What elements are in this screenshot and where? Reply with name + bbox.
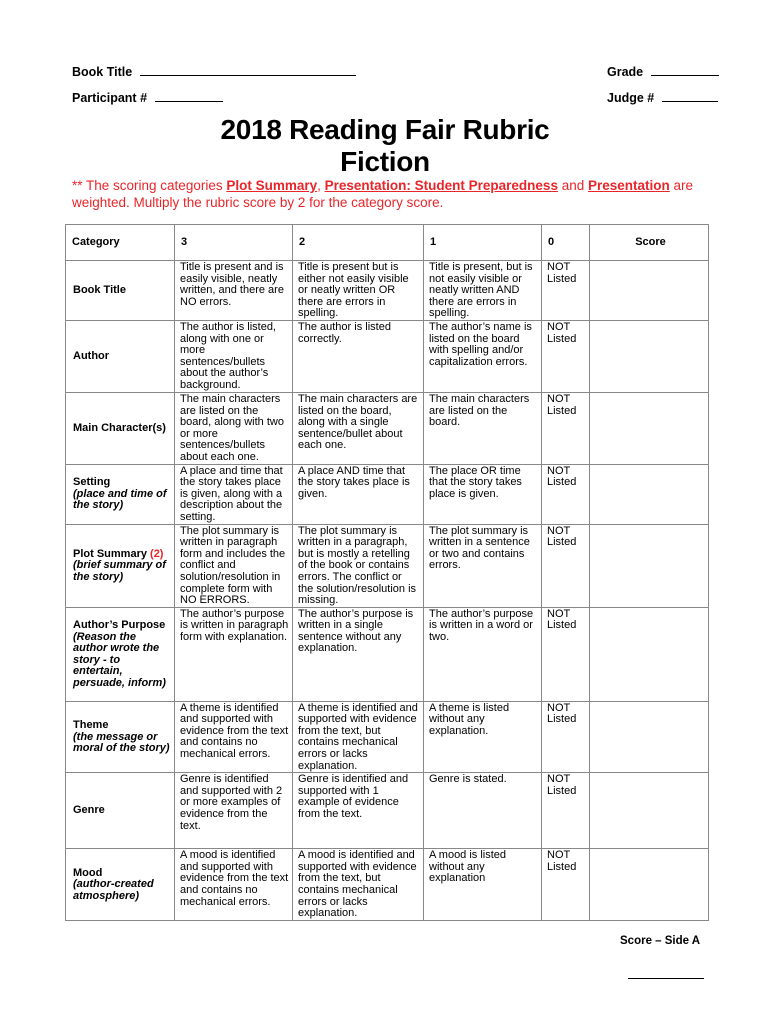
- criteria-cell-2: Title is present but is either not easily visible or neatly written OR there are errors in spelling.: [293, 261, 424, 321]
- category-name: Theme: [73, 719, 109, 732]
- note-sep1: ,: [317, 178, 325, 193]
- category-description: (place and time of the story): [73, 487, 167, 512]
- judge-label: Judge #: [607, 91, 655, 105]
- criteria-cell-3: The main characters are listed on the board, along with two or more sentences/bullets about each one.: [175, 393, 293, 465]
- table-row: [66, 773, 709, 849]
- category-cell: [66, 524, 175, 607]
- criteria-cell-3: A theme is identified and supported with evidence from the text and contains no mechanical errors.: [175, 701, 293, 773]
- criteria-cell-3: A mood is identified and supported with evidence from the text and contains no mechanical errors.: [175, 849, 293, 921]
- category-description: (brief summary of the story): [73, 559, 166, 583]
- page-subtitle: Fiction: [340, 146, 430, 177]
- criteria-cell-1: The plot summary is written in a sentence or two and contains errors.: [424, 524, 542, 607]
- criteria-cell-2: Genre is identified and supported with 1 example of evidence from the text.: [293, 773, 424, 849]
- score-cell[interactable]: [590, 393, 709, 465]
- judge-field: [607, 90, 718, 105]
- score-side-a-line[interactable]: [628, 978, 704, 979]
- criteria-cell-1: The author’s name is listed on the board with spelling and/or capitalization errors.: [424, 321, 542, 393]
- grade-line[interactable]: [651, 64, 719, 76]
- score-cell[interactable]: [590, 321, 709, 393]
- score-cell[interactable]: [590, 849, 709, 921]
- criteria-cell-0: NOT Listed: [542, 607, 590, 701]
- criteria-cell-1: A theme is listed without any explanation.: [424, 701, 542, 773]
- table-header-row: [66, 225, 709, 261]
- score-cell[interactable]: [590, 261, 709, 321]
- note-category-presentation: Presentation: [587, 178, 670, 193]
- category-cell: [66, 607, 175, 701]
- header-category: Category: [66, 225, 175, 261]
- criteria-cell-2: A place AND time that the story takes place is given.: [293, 464, 424, 524]
- page-title: 2018 Reading Fair Rubric: [220, 114, 550, 145]
- criteria-cell-3: A place and time that the story takes place is given, along with a description about the setting.: [175, 464, 293, 524]
- table-row: [66, 524, 709, 607]
- table-row: [66, 393, 709, 465]
- category-cell: [66, 464, 175, 524]
- criteria-cell-0: NOT Listed: [542, 701, 590, 773]
- judge-line[interactable]: [662, 90, 718, 102]
- book-title-line[interactable]: [140, 64, 356, 76]
- participant-label: Participant #: [72, 91, 148, 105]
- note-category-plot-summary: Plot Summary: [226, 178, 318, 193]
- header-score-1: 1: [424, 225, 542, 261]
- criteria-cell-3: The plot summary is written in paragraph form and includes the conflict and solution/resolution in complete form with NO ERRORS.: [175, 524, 293, 607]
- table-row: [66, 464, 709, 524]
- category-name: Author’s Purpose: [73, 618, 166, 631]
- note-category-preparedness: Presentation: Student Preparedness: [324, 178, 558, 193]
- table-row: [66, 261, 709, 321]
- criteria-cell-0: NOT Listed: [542, 321, 590, 393]
- score-cell[interactable]: [590, 701, 709, 773]
- table-row: [66, 607, 709, 701]
- criteria-cell-0: NOT Listed: [542, 849, 590, 921]
- criteria-cell-0: NOT Listed: [542, 773, 590, 849]
- book-title-label: Book Title: [72, 65, 133, 79]
- criteria-cell-2: The author’s purpose is written in a single sentence without any explanation.: [293, 607, 424, 701]
- table-row: [66, 849, 709, 921]
- grade-field: [607, 64, 719, 79]
- participant-field: [72, 90, 223, 105]
- category-cell: [66, 773, 175, 849]
- criteria-cell-2: The main characters are listed on the board, along with a single sentence/bullet about each one.: [293, 393, 424, 465]
- criteria-cell-3: Genre is identified and supported with 2 or more examples of evidence from the text.: [175, 773, 293, 849]
- score-side-a-label: Score – Side A: [620, 935, 701, 947]
- category-description: (Reason the author wrote the story - to entertain, persuade, inform): [73, 630, 166, 689]
- note-prefix: ** The scoring categories: [72, 178, 227, 193]
- criteria-cell-0: NOT Listed: [542, 464, 590, 524]
- category-description: (author-created atmosphere): [73, 878, 154, 902]
- criteria-cell-3: The author’s purpose is written in paragraph form with explanation.: [175, 607, 293, 701]
- score-cell[interactable]: [590, 607, 709, 701]
- note-suffix: are weighted. Multiply the rubric score by 2 for the category score.: [72, 178, 694, 210]
- category-name: Setting: [73, 476, 111, 489]
- score-cell[interactable]: [590, 773, 709, 849]
- criteria-cell-2: A theme is identified and supported with evidence from the text, but contains mechanical errors or lacks explanation.: [293, 701, 424, 773]
- category-weight: (2): [150, 547, 164, 560]
- participant-line[interactable]: [155, 90, 223, 102]
- category-name: Author: [73, 350, 110, 363]
- criteria-cell-1: Genre is stated.: [424, 773, 542, 849]
- criteria-cell-0: NOT Listed: [542, 393, 590, 465]
- score-cell[interactable]: [590, 524, 709, 607]
- header-score-2: 2: [293, 225, 424, 261]
- header-score-3: 3: [175, 225, 293, 261]
- header-score-0: 0: [542, 225, 590, 261]
- criteria-cell-2: The author is listed correctly.: [293, 321, 424, 393]
- category-cell: [66, 701, 175, 773]
- category-name: Main Character(s): [73, 421, 166, 434]
- rubric-table: [65, 224, 709, 921]
- grade-label: Grade: [607, 65, 644, 79]
- book-title-field: [72, 64, 356, 79]
- category-cell: [66, 321, 175, 393]
- criteria-cell-1: The author’s purpose is written in a word or two.: [424, 607, 542, 701]
- score-cell[interactable]: [590, 464, 709, 524]
- category-description: (the message or moral of the story): [73, 730, 170, 755]
- criteria-cell-0: NOT Listed: [542, 524, 590, 607]
- category-name: Book Title: [73, 284, 126, 297]
- weighting-note: [72, 177, 722, 211]
- table-row: [66, 321, 709, 393]
- category-cell: [66, 261, 175, 321]
- criteria-cell-2: A mood is identified and supported with evidence from the text, but contains mechanical errors or lacks explanation.: [293, 849, 424, 921]
- category-cell: [66, 393, 175, 465]
- criteria-cell-1: The main characters are listed on the board.: [424, 393, 542, 465]
- note-sep2: and: [557, 178, 588, 193]
- category-name: Genre: [73, 804, 105, 817]
- category-name: Mood: [73, 866, 103, 879]
- criteria-cell-3: The author is listed, along with one or more sentences/bullets about the author’s background.: [175, 321, 293, 393]
- category-name: Plot Summary: [73, 547, 147, 560]
- criteria-cell-0: NOT Listed: [542, 261, 590, 321]
- header-score: Score: [590, 225, 709, 261]
- criteria-cell-2: The plot summary is written in a paragraph, but is mostly a retelling of the book or contains errors. The conflict or the solution/resolution is missing.: [293, 524, 424, 607]
- criteria-cell-1: The place OR time that the story takes place is given.: [424, 464, 542, 524]
- criteria-cell-3: Title is present and is easily visible, neatly written, and there are NO errors.: [175, 261, 293, 321]
- table-row: [66, 701, 709, 773]
- criteria-cell-1: Title is present, but is not easily visible or neatly written AND there are errors in spelling.: [424, 261, 542, 321]
- criteria-cell-1: A mood is listed without any explanation: [424, 849, 542, 921]
- category-cell: [66, 849, 175, 921]
